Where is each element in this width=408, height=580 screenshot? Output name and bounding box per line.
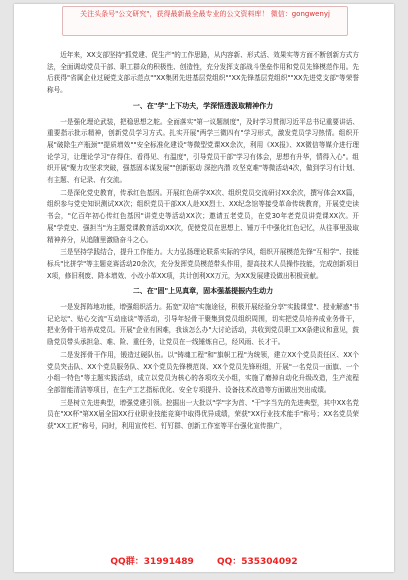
paragraph: 一是发挥阵地功能，增强组织活力。拓宽"双培"实施途径，积极开展经验分享"实践课堂"、授业解惑"书记论坛"、贴心交流"互动座谈"等活动，引导年轻骨干聚集到党员组织周围，切实把党员培养成业务骨干，把业务骨干培养成党员。开展"企业有困难，我该怎么办"大讨论活动，共收到党员职工XX条建议和意见，鼓励党员带头承担急、难、险、重任务，让党员在一线锤炼自己，经风雨、长才干。 xyxy=(47,303,359,347)
document-page xyxy=(14,4,394,572)
footer-contact xyxy=(14,554,394,567)
section-heading: 二、在"固"上见真章，固本强基提振内生动力 xyxy=(132,287,274,296)
section-heading: 一、在"学"上下功夫，学深悟透汲取精神作力 xyxy=(132,101,274,110)
qq-group: QQ群：31991489 xyxy=(110,557,194,567)
banner-text: 关注头条号"公文研究"，获得最新最全最专业的公文资料库！ 微信：gongwenyj xyxy=(80,10,330,18)
qq-number: QQ：535304092 xyxy=(216,557,298,567)
paragraph: 三是树立先进典型，增强党建引领。挖掘出一大批以"学"字为首、"干"字当先的先进典型，其中XX名党员在"XX杯"第XX届全国XX行业职业技能竞赛中取得优异成绩，荣获"XX行业技术能手"称号；XX名党员荣获"XX工匠"称号，同时，利用宣传栏、钉钉群、创新工作室等平台强化宣传推广， xyxy=(47,398,359,431)
paragraph: 三是坚持学践结合，提升工作能力。大力弘扬理论联系实际的学风，组织开展模范先锋"互相学"、技能标兵"比拼学"等主题竞赛活动20余次，充分发挥党员模范带头作用，提高技术人员操作技能，完成创新项目X项，修旧利废、降本增效、小改小革XX项，共计创利XX万元，为XX发展建设做出积极贡献。 xyxy=(47,248,359,280)
paragraph: 近年来，XX支部坚持"抓党建、促生产"的工作思路，从内容新、形式活、效果实等方面不断创新方式方法，全面调动党员干部、职工群众的积极性、创造性，充分发挥支部战斗堡垒作用和党员先锋模范作用。先后获得"省属企业过硬党支部示范点""XX集团先进基层党组织""XX先锋基层党组织""XX先进党支部"等荣誉称号。 xyxy=(47,51,359,95)
paragraph: 二是发挥骨干作用，锻造过硬队伍。以"铸魂工程"和"旗帜工程"为统领，建立XX个党员责任区、XX个党员突击队、XX个党员服务队、XX个党员先锋模范岗、XX个党员先锋班组，开展"一名党员一面旗、一个小组一特色"等主题实践活动，成立以党员为核心的各项攻关小组，实施了磨掉自动化升级改造，生产流程全部智能清洁等项目，在生产工艺指标优化、安全专项提升、设备技术改造等方面做出突出成绩。 xyxy=(47,350,359,394)
document-body xyxy=(47,50,359,434)
header-banner xyxy=(62,6,348,36)
paragraph: 二是深化党史教育，传承红色基因。开展红色研学XX次、组织党员交流研讨XX余次，撰写体会XX篇，组织参与党史知识测试XX次；组织党员干部XX人赴XX烈士、XX纪念馆等接受革命传统教育，开展党史读书会，"亿百年初心传红色基因"讲党史等活动XX次；邀请五老党员，在党30年老党员讲党课XX次。开展"学党史、强担当"为主题党课教育活动XX次，促使党员在思想上、锤万千中强化红色记忆，从往事里汲取精神养分，从追随里激励奋斗之心。 xyxy=(47,188,359,244)
paragraph: 一是强化理论武装，把稳思想之舵。全面落实"第一议题制度"，及时学习贯彻习近平总书记重要讲话、重要指示批示精神，创新党员学习方式。扎实开展"两学三微四有"学习形式，激发党员学习热情。组织开展"破除生产瓶颈""提质增效""安全标准化建设"等微型党课XX余次，利用《XX报》、XX微信等媒介进行理论学习，让理论学习"存得住、看得见、有温度"，引导党员干部"学习有体会，思想有升华，情得入心"。组织开展"聚力攻坚求突破，强基固本谋发展""创新驱动 深挖内潜 攻坚克难"等微活动4次，做到学习有计划、有主题、有记录、有交流。 xyxy=(47,117,359,185)
